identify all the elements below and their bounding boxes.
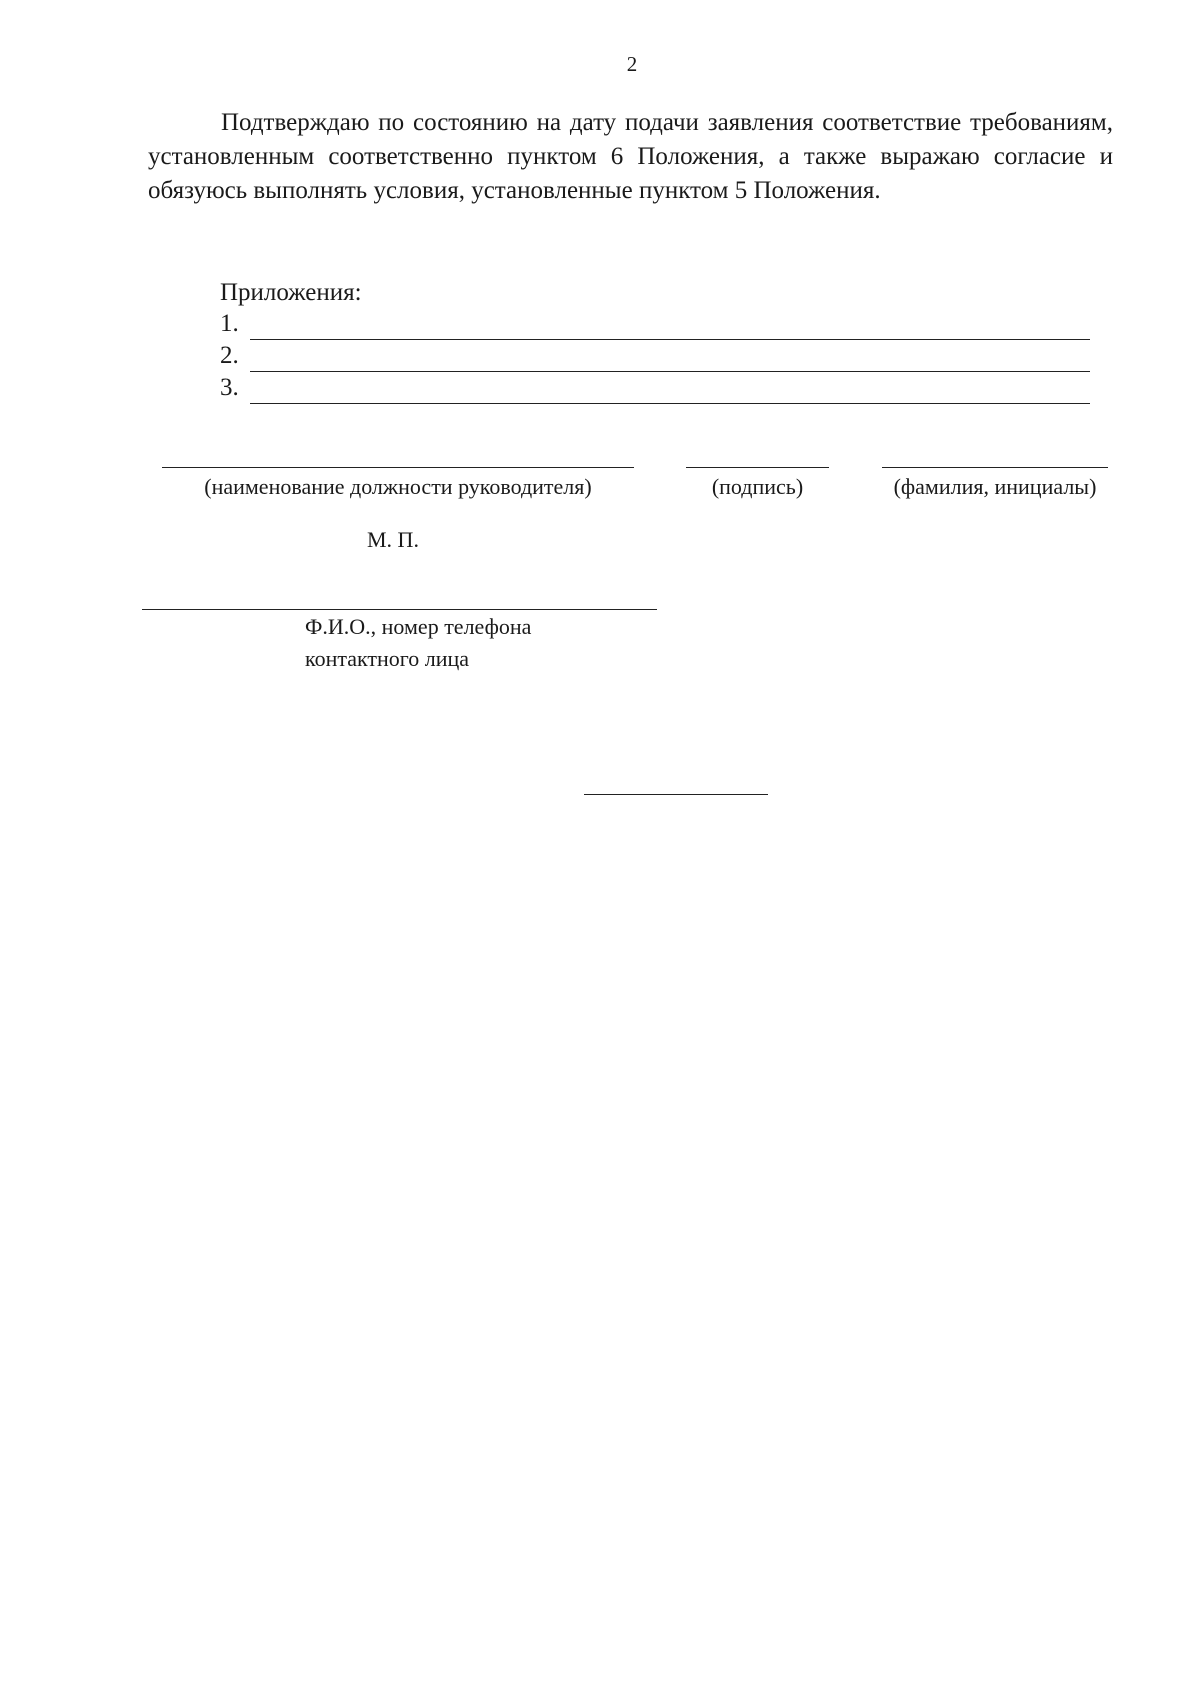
contact-caption-line2: контактного лица xyxy=(305,646,470,671)
appendix-title: Приложения: xyxy=(220,279,362,306)
appendix-item-blank-line xyxy=(250,339,1090,340)
contact-caption xyxy=(305,611,531,675)
appendix-item-number: 3. xyxy=(220,374,239,401)
name-caption: (фамилия, инициалы) xyxy=(893,474,1097,499)
appendix-item xyxy=(220,374,1090,406)
appendix-item xyxy=(220,342,1090,374)
signature-caption: (подпись) xyxy=(711,474,804,499)
name-signature-line xyxy=(882,467,1108,468)
appendix-item xyxy=(220,310,1090,342)
appendix-item-blank-line xyxy=(250,403,1090,404)
position-signature-line xyxy=(162,467,634,468)
appendix-item-number: 2. xyxy=(220,342,239,369)
end-of-document-line xyxy=(584,794,768,795)
position-caption: (наименование должности руководителя) xyxy=(204,474,592,499)
signature-line xyxy=(686,467,829,468)
stamp-placeholder: М. П. xyxy=(367,527,419,552)
contact-caption-line1: Ф.И.О., номер телефона xyxy=(305,614,532,639)
page-number: 2 xyxy=(626,52,638,76)
confirmation-paragraph: Подтверждаю по состоянию на дату подачи заявления соответствие требованиям, установленным соответственно пунктом 6 Положения, а также выражаю согласие и обязуюсь выполнять условия, установленные пунктом 5 Положения. xyxy=(148,109,1113,204)
appendix-item-blank-line xyxy=(250,371,1090,372)
appendix-item-number: 1. xyxy=(220,310,239,337)
contact-signature-line xyxy=(142,609,657,610)
